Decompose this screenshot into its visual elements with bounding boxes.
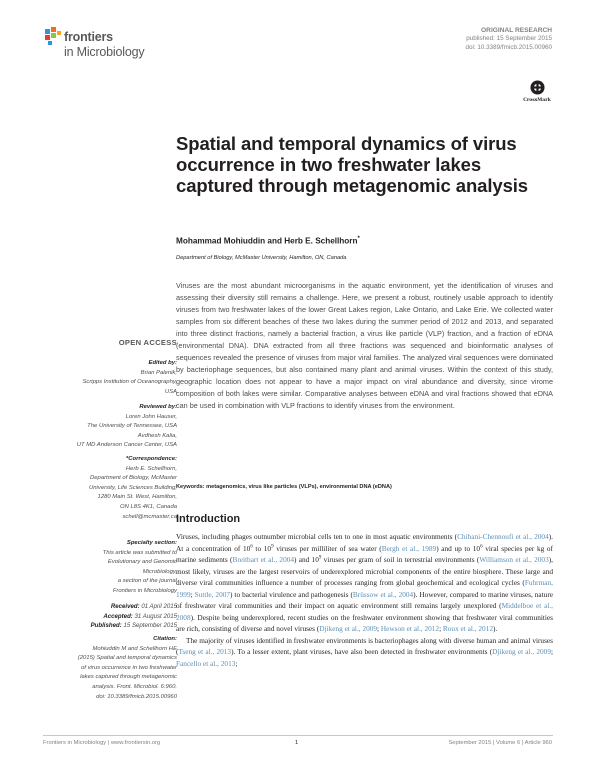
- correspondence-label: *Correspondence:: [125, 456, 177, 462]
- citation-link[interactable]: Suttle, 2007: [194, 589, 231, 599]
- correspondence-line: University, Life Sciences Building,: [89, 484, 177, 491]
- citation-link[interactable]: Djikeng et al., 2009: [319, 624, 378, 633]
- reviewed-by-label: Reviewed by:: [139, 404, 177, 410]
- introduction-body: [176, 531, 553, 669]
- correspondence-line: ON L8S 4K1, Canada: [120, 503, 177, 510]
- keywords-list: metagenomics, virus like particles (VLPs), environmental DNA (eDNA): [206, 484, 392, 490]
- section-heading-introduction: Introduction: [176, 513, 241, 525]
- received-value: 01 April 2015: [141, 603, 177, 610]
- crossmark-label: CrossMark: [523, 98, 551, 103]
- specialty-line: Frontiers in Microbiology: [112, 587, 177, 594]
- reviewer-line: UT MD Anderson Cancer Center, USA: [76, 442, 177, 449]
- frontiers-logo-icon: [43, 27, 63, 49]
- citation-link[interactable]: Brüssow et al., 2004: [352, 589, 414, 599]
- citation-link[interactable]: Roux et al., 2012: [442, 624, 493, 633]
- reviewer-line[interactable]: Loren John Hauser,: [125, 413, 177, 420]
- abstract: Viruses are the most abundant microorganisms in the aquatic environment, yet the identification of viruses and assessing their diversity still remains a challenge. Here, we present a robust, routinely usable approach to identify viruses from two freshwater lakes of the lower Great Lakes region, Lake Ontario, and Lake Erie. We collected water samples from six different beaches of these two lakes during the summer period of 2012 and 2013, and separated into three distinct fractions, namely a bacterial fraction, a virus like particle (VLP) fraction, and a fraction of eDNA (environmental DNA). DNA extracted from all three fractions was sequenced and bioinformatic analyses of sequences revealed the presence of viruses from major viral families. The analyzed viral sequences were dominated by bacteriophage sequences, but also contained many plant and animal viruses. Within the context of this study, geographic location does not appear to have a major impact on viral abundance and diversity, since virome composition of both lakes were similar. Comparative analyses between eDNA and viral fractions showed that eDNA can be used in combination with VLP fractions to identify viruses from the environment.: [176, 281, 553, 411]
- article-authors: [176, 236, 360, 246]
- citation-section: [27, 635, 177, 702]
- open-access-label: OPEN ACCESS: [118, 338, 177, 347]
- specialty-line: a section of the journal: [117, 578, 177, 585]
- citation-doi[interactable]: doi: 10.3389/fmicb.2015.00960: [96, 693, 177, 700]
- correspondence-email[interactable]: schell@mcmaster.ca: [122, 513, 177, 520]
- citation-link[interactable]: Djikeng et al., 2009: [492, 647, 551, 656]
- intro-paragraph-2: The majority of viruses identified in freshwater environments is bacteriophages along with diverse human and animal viruses (Tseng et al., 2013). To a lesser extent, plant viruses, have also been detected in freshwater environments (Djikeng et al., 2009; Fancello et al., 2013;: [176, 635, 553, 668]
- dates-section: [27, 602, 177, 631]
- journal-logo[interactable]: [43, 27, 203, 67]
- specialty-line: This article was submitted to: [102, 549, 177, 556]
- edited-by-section: [27, 359, 177, 397]
- accepted-label: Accepted:: [103, 612, 133, 620]
- specialty-label: Specialty section:: [126, 540, 177, 546]
- correspondence-section: [27, 455, 177, 522]
- citation-link[interactable]: Fancello et al., 2013: [176, 658, 236, 668]
- citation-link[interactable]: Breitbart et al., 2004: [232, 555, 295, 564]
- correspondence-line: Herb E. Schellhorn,: [125, 465, 177, 472]
- specialty-section: [27, 539, 177, 597]
- citation-link[interactable]: Chibani-Chennoufi et al., 2004: [457, 532, 549, 541]
- received-label: Received:: [110, 603, 140, 610]
- citation-link[interactable]: Bergh et al., 1989: [381, 543, 437, 553]
- author-names[interactable]: Mohammad Mohiuddin and Herb E. Schellhorn: [176, 236, 358, 246]
- editor-line: USA: [164, 388, 177, 395]
- journal-name-word2: in Microbiology: [64, 45, 145, 59]
- footer-journal[interactable]: Frontiers in Microbiology | www.frontiersin.org: [43, 740, 161, 746]
- article-meta: [466, 27, 552, 52]
- journal-name-word1: frontiers: [64, 30, 113, 44]
- edited-by-label: Edited by:: [148, 360, 177, 366]
- published-date: published: 15 September 2015: [466, 35, 552, 43]
- specialty-line: Microbiology,: [142, 568, 177, 575]
- citation-link[interactable]: Hewson et al., 2012: [380, 624, 440, 633]
- affiliation: Department of Biology, McMaster University, Hamilton, ON, Canada: [176, 255, 347, 261]
- editor-line: Scripps Institution of Oceanography,: [82, 379, 177, 386]
- keywords-label: Keywords:: [176, 484, 205, 490]
- citation-link[interactable]: Tseng et al., 2013: [178, 647, 232, 656]
- editor-line[interactable]: Brian Palenik,: [140, 369, 177, 376]
- page-number: 1: [295, 740, 299, 746]
- corresponding-mark: *: [357, 236, 360, 242]
- citation-line: (2015) Spatial and temporal dynamics: [77, 655, 177, 662]
- correspondence-line: 1280 Main St. West, Hamilton,: [97, 494, 177, 501]
- specialty-line: Evolutionary and Genomic: [107, 559, 177, 566]
- article-type: ORIGINAL RESEARCH: [481, 27, 552, 34]
- citation-line: Mohiuddin M and Schellhorn HE: [92, 645, 177, 652]
- reviewer-line: The University of Tennessee, USA: [87, 423, 177, 430]
- footer-rule: [43, 735, 553, 736]
- article-title: Spatial and temporal dynamics of virus occurrence in two freshwater lakes captured through metagenomic analysis: [176, 133, 528, 196]
- received-date: [27, 602, 177, 612]
- reviewed-by-section: [27, 403, 177, 451]
- footer-issue: September 2015 | Volume 6 | Article 960: [448, 740, 552, 746]
- citation-line: analysis. Front. Microbiol. 6:960.: [92, 683, 177, 690]
- correspondence-line: Department of Biology, McMaster: [90, 475, 177, 482]
- keywords: [176, 484, 392, 490]
- reviewer-line[interactable]: Avdhesh Kalia,: [137, 432, 177, 439]
- citation-link[interactable]: Middelboe et al., 2008: [176, 601, 553, 622]
- accepted-date: [27, 612, 177, 622]
- citation-line: lakes captured through metagenomic: [80, 674, 177, 681]
- crossmark-icon: [530, 80, 545, 95]
- crossmark-badge[interactable]: [522, 80, 552, 106]
- citation-link[interactable]: Fuhrman, 1999: [176, 578, 553, 599]
- citation-line: of virus occurrence in two freshwater: [81, 664, 177, 671]
- citation-label: Citation:: [153, 636, 177, 642]
- published-date-side: [27, 621, 177, 631]
- published-label: Published:: [90, 622, 122, 630]
- citation-link[interactable]: Williamson et al., 2003: [479, 555, 549, 564]
- doi-link[interactable]: doi: 10.3389/fmicb.2015.00960: [465, 43, 552, 51]
- intro-paragraph-1: Viruses, including phages outnumber microbial cells ten to one in most aquatic environments (Chibani-Chennoufi et al., 2004). At a concentration of $10^6$ to $10^9$ viruses per milliliter of sea water (Bergh et al., 1989) and up to $10^6$ viral species per kg of marine sediments (Breitbart et al., 2004) and $10^9$ viruses per gram of soil in terrestrial environments (Williamson et al., 2003), most likely, viruses are the largest reservoirs of underexplored microbial components of the entire biosphere. These large and diverse viral communities influence a number of processes ranging from global geochemical and ecological cycles (Fuhrman, 1999; Suttle, 2007) to bacterial virulence and pathogenesis (Brüssow et al., 2004). However, compared to marine viruses, nature of freshwater viral communities and their impact on aquatic environment still remains largely unexplored (Middelboe et al., 2008). Despite being underexplored, recent studies on the freshwater environment showing that freshwater viral communities are rich, consisting of diverse and novel viruses (Djikeng et al., 2009; Hewson et al., 2012; Roux et al., 2012).: [176, 532, 553, 633]
- accepted-value: 31 August 2015: [134, 612, 177, 620]
- published-value: 15 September 2015: [123, 622, 177, 630]
